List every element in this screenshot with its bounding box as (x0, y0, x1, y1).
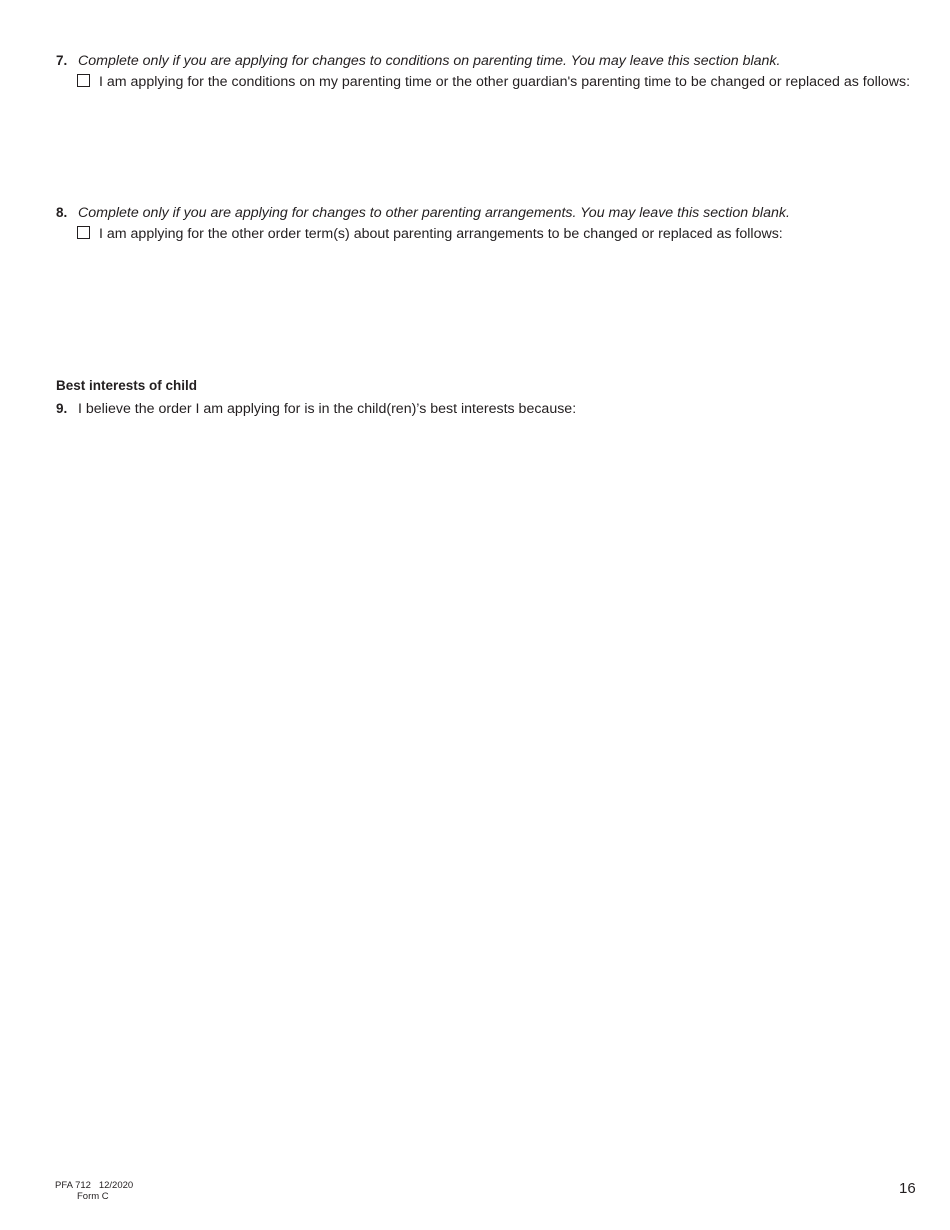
footer-form-name: Form C (77, 1191, 109, 1202)
item-7-instruction: Complete only if you are applying for changes to conditions on parenting time. You may leave this section blank. (78, 53, 781, 69)
item-8-number: 8. (56, 205, 68, 220)
item-7-number: 7. (56, 53, 68, 68)
item-8-answer-area[interactable] (56, 248, 896, 368)
item-7-checkbox[interactable] (77, 74, 90, 87)
page-number: 16 (899, 1180, 916, 1197)
item-8-checkbox-label: I am applying for the other order term(s) about parenting arrangements to be changed or replaced as follows: (99, 226, 783, 242)
item-9-answer-area[interactable] (56, 424, 896, 1164)
item-9-number: 9. (56, 401, 68, 416)
item-8-checkbox[interactable] (77, 226, 90, 239)
footer-form-code: PFA 712 12/2020 (55, 1180, 134, 1191)
item-9-text: I believe the order I am applying for is in the child(ren)’s best interests because: (78, 401, 577, 417)
best-interests-heading: Best interests of child (56, 378, 198, 393)
item-7-answer-area[interactable] (56, 96, 896, 196)
item-7-checkbox-label: I am applying for the conditions on my parenting time or the other guardian's parenting time to be changed or replaced as follows: (99, 74, 911, 90)
item-8-instruction: Complete only if you are applying for changes to other parenting arrangements. You may leave this section blank. (78, 205, 790, 221)
